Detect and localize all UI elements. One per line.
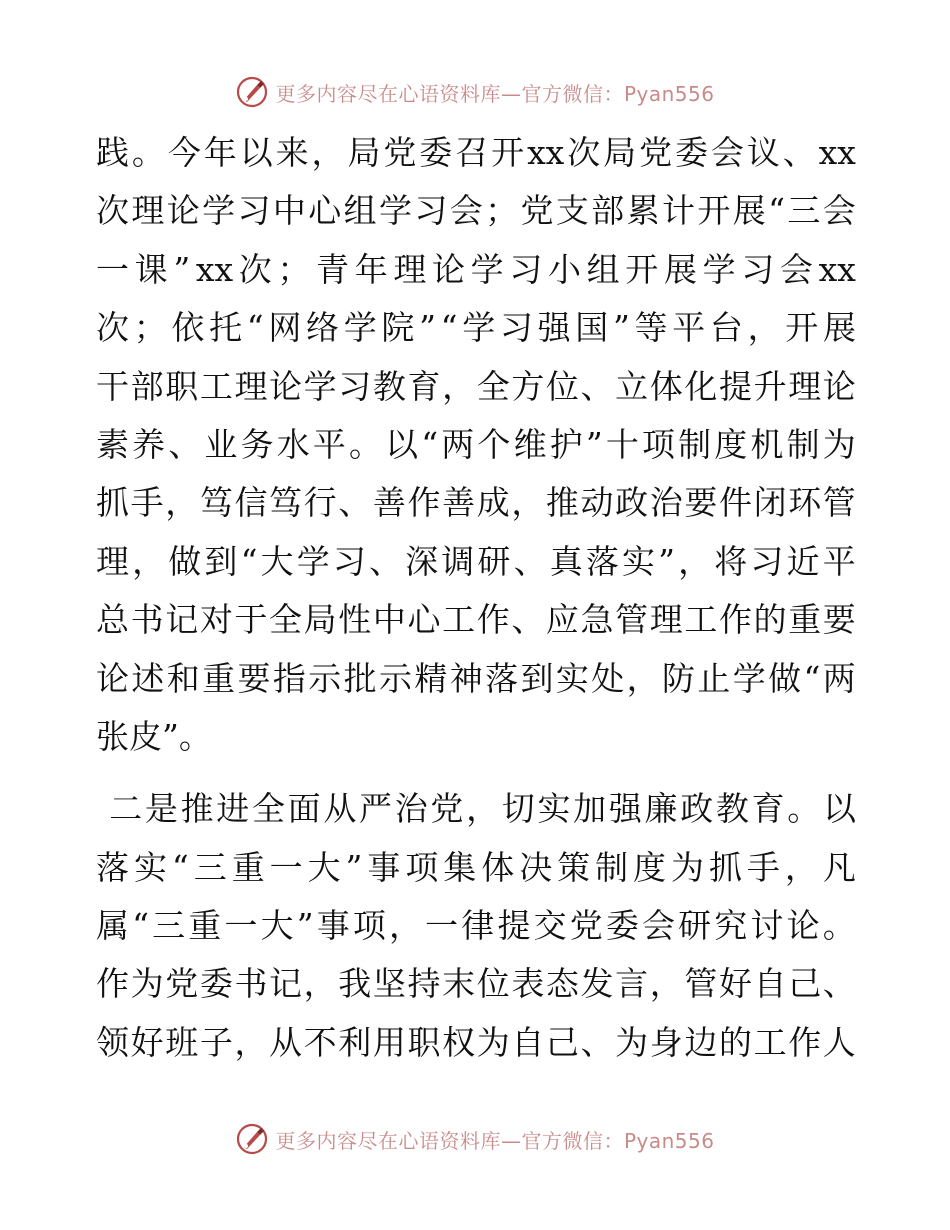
pen-seal-icon: [235, 1122, 269, 1156]
text-line: 领 好 班 子 ， 从 不 利 用 职 权 为 自 己 、 为 身 边 的 工 作 人: [96, 1022, 856, 1062]
text-line: 二 是 推 进 全 面 从 严 治 党 ， 切 实 加 强 廉 政 教 育 。 以: [109, 789, 856, 829]
paragraph: [96, 124, 856, 766]
text-line: 论 述 和 重 要 指 示 批 示 精 神 落 到 实 处 ， 防 止 学 做 “ 两: [96, 658, 856, 698]
text-line: 理 ， 做 到 “ 大 学 习 、 深 调 研 、 真 落 实 ” ， 将 习 近 平: [96, 541, 856, 581]
text-line: 抓 手 ， 笃 信 笃 行 、 善 作 善 成 ， 推 动 政 治 要 件 闭 环 管: [96, 483, 856, 523]
text-line: 践 。 今 年 以 来 ， 局 党 委 召 开 xx 次 局 党 委 会 议 、 xx: [96, 133, 856, 172]
text-line: 次 理 论 学 习 中 心 组 学 习 会 ； 党 支 部 累 计 开 展 “ 三 会: [96, 191, 856, 231]
text-line: 素 养 、 业 务 水 平 。 以 “ 两 个 维 护 ” 十 项 制 度 机 制 为: [96, 424, 856, 464]
document-body: [96, 124, 856, 1072]
watermark-text: 更多内容尽在心语资料库—官方微信：Pyan556: [275, 1128, 715, 1153]
text-line: 次 ； 依 托 “ 网 络 学 院 ” “ 学 习 强 国 ” 等 平 台 ， 开 展: [96, 308, 856, 348]
text-line: 属 “ 三 重 一 大 ” 事 项 ， 一 律 提 交 党 委 会 研 究 讨 论 。: [96, 906, 856, 946]
text-line: 干 部 职 工 理 论 学 习 教 育 ， 全 方 位 、 立 体 化 提 升 理 论: [96, 366, 856, 406]
pen-seal-icon: [235, 75, 269, 109]
text-line: 落 实 “ 三 重 一 大 ” 事 项 集 体 决 策 制 度 为 抓 手 ， 凡: [96, 847, 856, 887]
text-line: 一 课 ” xx 次 ； 青 年 理 论 学 习 小 组 开 展 学 习 会 xx: [96, 249, 856, 289]
header-watermark: [0, 72, 950, 112]
footer-watermark: [0, 1119, 950, 1159]
text-line: 总 书 记 对 于 全 局 性 中 心 工 作 、 应 急 管 理 工 作 的 重 要: [96, 600, 856, 640]
paragraph: [96, 780, 856, 1072]
watermark-text: 更多内容尽在心语资料库—官方微信：Pyan556: [275, 81, 715, 106]
text-line: 作 为 党 委 书 记 ， 我 坚 持 末 位 表 态 发 言 ， 管 好 自 己 、: [96, 964, 856, 1004]
text-line: 张皮”。: [96, 716, 212, 756]
